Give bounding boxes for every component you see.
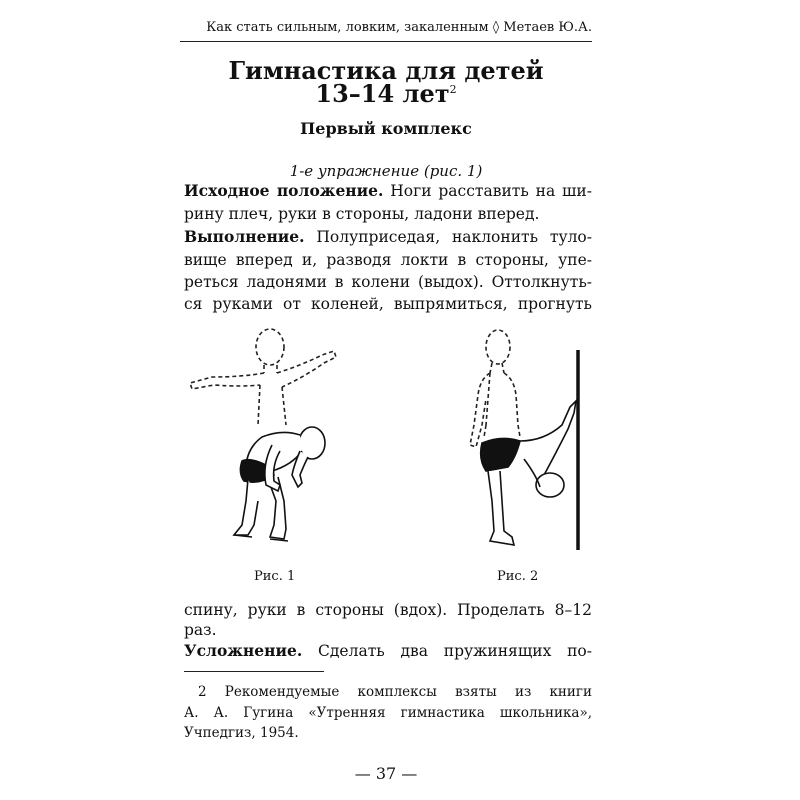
paragraph-line: вище вперед и, разводя локти в стороны, упе-	[184, 251, 592, 269]
complication-text: Сделать два пружинящих по-	[318, 642, 592, 660]
paragraph-line: рину плеч, руки в стороны, ладони вперед.	[184, 205, 540, 223]
paragraph-line	[184, 227, 592, 247]
footnote-mark: 2	[449, 83, 457, 96]
start-position-text: Ноги расставить на ши-	[390, 182, 593, 200]
header-rule	[180, 41, 592, 42]
paragraph-line: ся руками от коленей, выпрямиться, прогнуть	[184, 295, 592, 313]
footnote-line: Учпедгиз, 1954.	[184, 725, 299, 741]
running-header: Как стать сильным, ловким, закаленным ◊ Метаев Ю.А.	[206, 20, 592, 35]
figure-2-illustration	[440, 325, 600, 550]
page-number: — 37 —	[354, 764, 418, 783]
figure-2-caption: Рис. 2	[497, 569, 539, 584]
page-title: Гимнастика для детей	[228, 56, 544, 85]
exercise-title: 1-е упражнение (рис. 1)	[289, 162, 483, 180]
paragraph-line	[184, 641, 592, 661]
paragraph-line: спину, руки в стороны (вдох). Проделать 8–12	[184, 601, 592, 619]
paragraph-line: реться ладонями в колени (выдох). Оттолкнуть-	[184, 273, 592, 291]
footnote-line: А. А. Гугина «Утренняя гимнастика школьника»,	[184, 705, 592, 721]
execution-text: Полуприседая, наклонить туло-	[316, 228, 592, 246]
execution-label: Выполнение.	[184, 227, 305, 246]
figure-1-illustration	[182, 325, 362, 550]
title-age-text: 13–14 лет	[315, 79, 450, 108]
complication-label: Усложнение.	[184, 641, 303, 660]
paragraph-line	[184, 181, 592, 201]
complex-title: Первый комплекс	[300, 119, 472, 138]
figure-1-caption: Рис. 1	[254, 569, 296, 584]
page-title-age	[180, 76, 592, 108]
start-position-label: Исходное положение.	[184, 181, 384, 200]
footnote-rule	[184, 671, 324, 672]
footnote-line: 2 Рекомендуемые комплексы взяты из книги	[198, 684, 592, 700]
paragraph-line: раз.	[184, 621, 217, 639]
